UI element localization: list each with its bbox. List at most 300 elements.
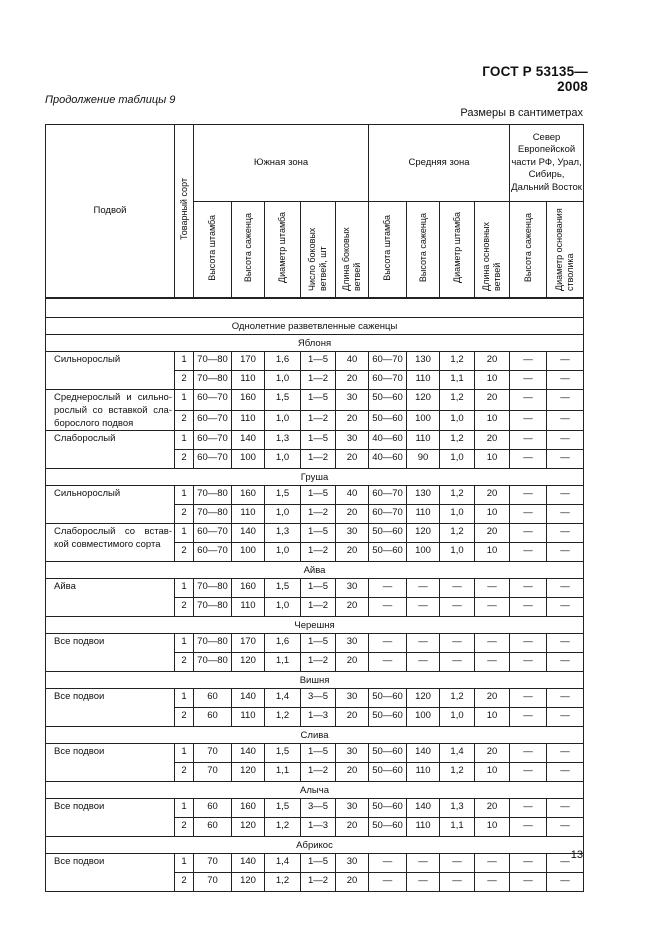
table-cell: 20 [336, 818, 369, 837]
table-cell: 30 [336, 744, 369, 763]
table-cell: 1,0 [440, 505, 475, 524]
table-row [46, 579, 584, 598]
rootstock-cell: Слаборослый [46, 431, 175, 469]
standard-number: ГОСТ Р 53135—2008 [482, 64, 588, 94]
table-cell: 1—2 [301, 598, 336, 617]
table-cell: 1,6 [265, 352, 301, 371]
table-cell: 1,0 [265, 410, 301, 431]
table-cell: 30 [336, 390, 369, 411]
table-cell: 160 [232, 390, 265, 411]
table-cell: 20 [475, 352, 510, 371]
table-cell: 110 [232, 708, 265, 727]
table-row [46, 689, 584, 708]
table-cell: 2 [175, 371, 194, 390]
table-cell: 20 [475, 799, 510, 818]
table-cell: — [510, 708, 547, 727]
table-cell: 50—60 [369, 744, 407, 763]
table-cell: 110 [232, 371, 265, 390]
table-cell: — [510, 450, 547, 469]
table-cell: 1,5 [265, 744, 301, 763]
table-cell: 20 [336, 450, 369, 469]
table-cell: 1—5 [301, 744, 336, 763]
table-cell: 1,2 [440, 763, 475, 782]
table-cell: 50—60 [369, 410, 407, 431]
table-cell: — [475, 854, 510, 873]
table-cell: 50—60 [369, 689, 407, 708]
table-cell: 1 [175, 579, 194, 598]
table-row [46, 352, 584, 371]
table-cell: — [407, 653, 440, 672]
table-cell: — [547, 854, 584, 873]
table-cell: 70—80 [194, 352, 232, 371]
fruit-heading: Абрикос [46, 837, 584, 854]
table-cell: 1,4 [265, 854, 301, 873]
table-cell: 60—70 [194, 410, 232, 431]
header-grade: Товарный сорт [175, 125, 194, 299]
table-cell: — [547, 579, 584, 598]
table-cell: — [510, 431, 547, 450]
table-cell: 60—70 [194, 390, 232, 411]
table-cell: 10 [475, 543, 510, 562]
table-cell: 3—5 [301, 799, 336, 818]
table-row [46, 486, 584, 505]
table-cell: 120 [407, 524, 440, 543]
table-cell: — [547, 410, 584, 431]
fruit-heading: Яблоня [46, 335, 584, 352]
table-cell: — [547, 763, 584, 782]
table-cell: 10 [475, 505, 510, 524]
rootstock-cell: Все подвои [46, 689, 175, 727]
table-cell: 50—60 [369, 799, 407, 818]
fruit-heading: Алыча [46, 782, 584, 799]
table-cell: 1—5 [301, 352, 336, 371]
table-cell: 1,0 [440, 543, 475, 562]
table-cell: — [547, 390, 584, 411]
header-north-base-diameter: Диаметр основания стволика [547, 202, 584, 299]
table-row [46, 524, 584, 543]
table-cell: 10 [475, 763, 510, 782]
header-middle-stem-height: Высота штамба [369, 202, 407, 299]
table-cell: 60 [194, 689, 232, 708]
table-cell: 1,0 [440, 410, 475, 431]
rootstock-cell: Слаборослый со встав-кой совместимого сорта [46, 524, 175, 562]
table-cell: 1 [175, 390, 194, 411]
table-cell: 170 [232, 634, 265, 653]
table-cell: 160 [232, 486, 265, 505]
units-note: Размеры в сантиметрах [460, 107, 583, 119]
table-cell: 30 [336, 634, 369, 653]
table-cell: 1,0 [265, 598, 301, 617]
table-cell: 60—70 [369, 505, 407, 524]
header-south-stem-diameter: Диаметр штамба [265, 202, 301, 299]
table-cell: 100 [407, 543, 440, 562]
rootstock-cell: Сильнорослый [46, 486, 175, 524]
table-cell: — [440, 598, 475, 617]
rootstock-cell: Айва [46, 579, 175, 617]
table-cell: — [547, 873, 584, 892]
table-cell: 20 [336, 598, 369, 617]
table-cell: — [475, 579, 510, 598]
table-cell: 90 [407, 450, 440, 469]
table-cell: — [547, 634, 584, 653]
page-number: 13 [570, 849, 583, 861]
table-row [46, 744, 584, 763]
table-cell: 120 [232, 763, 265, 782]
table-cell: 1—5 [301, 854, 336, 873]
table-cell: 1,0 [440, 708, 475, 727]
table-cell: 140 [407, 744, 440, 763]
table-cell: 1,6 [265, 634, 301, 653]
table-cell: 60 [194, 799, 232, 818]
table-cell: 10 [475, 450, 510, 469]
header-south-branch-count: Число боковых ветвей, шт [301, 202, 336, 299]
table-cell: 1—2 [301, 450, 336, 469]
table-cell: 20 [475, 744, 510, 763]
table-cell: — [547, 450, 584, 469]
table-cell: 1,2 [265, 708, 301, 727]
table-cell: — [547, 708, 584, 727]
table-cell: 140 [232, 431, 265, 450]
table-cell: 2 [175, 410, 194, 431]
table-cell: 10 [475, 818, 510, 837]
table-cell: 70 [194, 763, 232, 782]
table-cell: 1,2 [265, 818, 301, 837]
table-cell: — [440, 873, 475, 892]
table-row [46, 390, 584, 411]
table-cell: — [547, 431, 584, 450]
table-cell: 2 [175, 763, 194, 782]
table-cell: — [510, 598, 547, 617]
table-cell: 1—5 [301, 579, 336, 598]
table-cell: 110 [407, 505, 440, 524]
table-cell: 1—3 [301, 818, 336, 837]
table-cell: 1—2 [301, 371, 336, 390]
table-cell: 2 [175, 873, 194, 892]
table-cell: 50—60 [369, 763, 407, 782]
table-cell: — [547, 486, 584, 505]
table-cell: 20 [336, 410, 369, 431]
table-cell: — [510, 543, 547, 562]
table-cell: 1,2 [440, 486, 475, 505]
table-cell: 110 [232, 410, 265, 431]
table-cell: 1—5 [301, 634, 336, 653]
table-cell: — [369, 579, 407, 598]
table-cell: 1 [175, 486, 194, 505]
table-cell: 60—70 [194, 431, 232, 450]
table-cell: 20 [336, 708, 369, 727]
table-cell: 100 [232, 543, 265, 562]
table-cell: 1 [175, 634, 194, 653]
table-cell: 1,5 [265, 390, 301, 411]
table-cell: 2 [175, 450, 194, 469]
table-cell: — [407, 854, 440, 873]
table-cell: 1—2 [301, 543, 336, 562]
table-cell: 30 [336, 524, 369, 543]
header-middle-branch-length: Длина основных ветвей [475, 202, 510, 299]
table-cell: 70—80 [194, 505, 232, 524]
table-cell: — [369, 854, 407, 873]
table-cell: 60—70 [194, 524, 232, 543]
table-cell: 130 [407, 486, 440, 505]
table-cell: 1,0 [440, 450, 475, 469]
table-cell: — [510, 744, 547, 763]
table-cell: 1 [175, 744, 194, 763]
table-cell: 120 [232, 818, 265, 837]
table-cell: — [475, 873, 510, 892]
table-cell: — [510, 799, 547, 818]
table-row [46, 854, 584, 873]
table-cell: 50—60 [369, 390, 407, 411]
header-north-seedling-height: Высота саженца [510, 202, 547, 299]
table-cell: 20 [336, 543, 369, 562]
fruit-heading: Айва [46, 562, 584, 579]
table-cell: 20 [336, 763, 369, 782]
table-cell: 3—5 [301, 689, 336, 708]
table-cell: — [407, 598, 440, 617]
table-cell: 70—80 [194, 634, 232, 653]
table-cell: — [510, 486, 547, 505]
table-cell: 1,4 [265, 689, 301, 708]
fruit-heading: Груша [46, 469, 584, 486]
table-cell: 30 [336, 431, 369, 450]
table-cell: 1,4 [440, 744, 475, 763]
table-cell: 100 [407, 708, 440, 727]
table-row [46, 634, 584, 653]
table-cell: — [475, 653, 510, 672]
table-cell: 100 [232, 450, 265, 469]
table-cell: 2 [175, 818, 194, 837]
table-cell: 170 [232, 352, 265, 371]
table-cell: 1,2 [265, 873, 301, 892]
table-cell: 60 [194, 818, 232, 837]
table-cell: 120 [232, 653, 265, 672]
table-cell: — [440, 634, 475, 653]
table-cell: 20 [475, 486, 510, 505]
table-cell: 1,0 [265, 371, 301, 390]
table-cell: 100 [407, 410, 440, 431]
table-cell: 30 [336, 854, 369, 873]
table-cell: — [547, 543, 584, 562]
table-cell: — [547, 818, 584, 837]
table-cell: 20 [475, 431, 510, 450]
table-cell: — [510, 524, 547, 543]
table-cell: 1,2 [440, 524, 475, 543]
table-cell: 1,3 [265, 431, 301, 450]
table-cell: 1,5 [265, 579, 301, 598]
table-cell: 1 [175, 854, 194, 873]
table-cell: — [547, 653, 584, 672]
table-cell: 120 [407, 390, 440, 411]
table-cell: 1,5 [265, 799, 301, 818]
table-cell: — [547, 352, 584, 371]
table-cell: 140 [232, 854, 265, 873]
header-rootstock: Подвой [46, 125, 175, 299]
table-row [46, 431, 584, 450]
rootstock-cell: Все подвои [46, 854, 175, 892]
table-cell: — [547, 505, 584, 524]
table-cell: 50—60 [369, 818, 407, 837]
table-cell: 20 [336, 873, 369, 892]
table-cell: — [510, 579, 547, 598]
table-cell: 60—70 [369, 371, 407, 390]
table-cell: — [547, 371, 584, 390]
table-cell: — [510, 390, 547, 411]
fruit-heading: Вишня [46, 672, 584, 689]
table-cell: 70—80 [194, 598, 232, 617]
table-cell: 1,2 [440, 689, 475, 708]
table-cell: — [510, 371, 547, 390]
table-cell: 1—5 [301, 390, 336, 411]
table-cell: 140 [232, 524, 265, 543]
table-cell: 1,0 [265, 505, 301, 524]
table-continuation-label: Продолжение таблицы 9 [45, 94, 176, 106]
table-cell: 60—70 [194, 543, 232, 562]
header-middle-stem-diameter: Диаметр штамба [440, 202, 475, 299]
table-cell: 1—2 [301, 653, 336, 672]
table-cell: 110 [232, 505, 265, 524]
table-cell: 40—60 [369, 450, 407, 469]
table-cell: 1—5 [301, 524, 336, 543]
table-cell: 20 [475, 390, 510, 411]
table-cell: — [407, 873, 440, 892]
table-cell: 60—70 [194, 450, 232, 469]
table-cell: 1,2 [440, 390, 475, 411]
fruit-heading: Слива [46, 727, 584, 744]
table-cell: 110 [407, 818, 440, 837]
table-cell: 20 [336, 653, 369, 672]
table-cell: 1,3 [265, 524, 301, 543]
table-cell: 130 [407, 352, 440, 371]
table-cell: 30 [336, 799, 369, 818]
fruit-heading: Черешня [46, 617, 584, 634]
table-cell: 140 [407, 799, 440, 818]
table-cell: — [547, 524, 584, 543]
table-header [46, 125, 584, 299]
table-cell: 70 [194, 873, 232, 892]
table-cell: — [547, 744, 584, 763]
table-cell: — [369, 634, 407, 653]
table-cell: 20 [336, 505, 369, 524]
table-cell: 60—70 [369, 486, 407, 505]
table-cell: — [510, 763, 547, 782]
table-cell: — [510, 818, 547, 837]
table-cell: 1—3 [301, 708, 336, 727]
table-cell: 1—5 [301, 486, 336, 505]
table-cell: 2 [175, 543, 194, 562]
table-cell: 1 [175, 352, 194, 371]
table-cell: 1,1 [265, 653, 301, 672]
table-cell: — [510, 505, 547, 524]
table-cell: 40—60 [369, 431, 407, 450]
table-cell: 110 [407, 371, 440, 390]
table-cell: 10 [475, 410, 510, 431]
table-cell: — [369, 598, 407, 617]
table-cell: 1 [175, 524, 194, 543]
rootstock-cell: Все подвои [46, 799, 175, 837]
table-cell: — [510, 689, 547, 708]
table-cell: — [369, 653, 407, 672]
table-cell: 1—2 [301, 410, 336, 431]
table-cell: — [475, 598, 510, 617]
table-cell: 110 [407, 763, 440, 782]
table-cell: 50—60 [369, 708, 407, 727]
table-cell: 1—2 [301, 505, 336, 524]
table-cell: — [407, 579, 440, 598]
table-cell: — [510, 352, 547, 371]
table-cell: 10 [475, 708, 510, 727]
table-cell: 70 [194, 744, 232, 763]
table-cell: 50—60 [369, 543, 407, 562]
table-cell: — [440, 854, 475, 873]
table-cell: 120 [232, 873, 265, 892]
table-body [46, 298, 584, 892]
table-cell: 1 [175, 431, 194, 450]
header-zone-north: Север Европейской части РФ, Урал, Сибирь, Дальний Восток [510, 125, 584, 202]
table-cell: — [547, 598, 584, 617]
table-cell: — [440, 653, 475, 672]
table-cell: 70—80 [194, 371, 232, 390]
table-cell: 2 [175, 505, 194, 524]
table-cell: — [510, 634, 547, 653]
table-cell: 1—2 [301, 873, 336, 892]
table-cell: 1,1 [440, 371, 475, 390]
table-cell: — [369, 873, 407, 892]
table-cell: 10 [475, 371, 510, 390]
table-cell: 120 [407, 689, 440, 708]
table-cell: 160 [232, 799, 265, 818]
rootstock-cell: Сильнорослый [46, 352, 175, 390]
table-cell: — [547, 689, 584, 708]
header-south-stem-height: Высота штамба [194, 202, 232, 299]
table-cell: 1 [175, 689, 194, 708]
table-cell: 1 [175, 799, 194, 818]
table-cell: 1,1 [440, 818, 475, 837]
table-cell: 50—60 [369, 524, 407, 543]
header-zone-middle: Средняя зона [369, 125, 510, 202]
table-cell: 1,5 [265, 486, 301, 505]
rootstock-cell: Все подвои [46, 634, 175, 672]
table-cell: 2 [175, 708, 194, 727]
table-cell: 20 [475, 524, 510, 543]
table-cell: 160 [232, 579, 265, 598]
table-cell: 1—5 [301, 431, 336, 450]
table-cell: 2 [175, 653, 194, 672]
table-cell: 140 [232, 744, 265, 763]
header-middle-seedling-height: Высота саженца [407, 202, 440, 299]
table-cell: — [510, 653, 547, 672]
table-cell: 30 [336, 579, 369, 598]
table-cell: 70—80 [194, 486, 232, 505]
table-cell: 1,0 [265, 543, 301, 562]
table-cell: — [547, 799, 584, 818]
table-cell: 1,2 [440, 431, 475, 450]
table-cell: 1,3 [440, 799, 475, 818]
table-cell: 40 [336, 352, 369, 371]
header-south-seedling-height: Высота саженца [232, 202, 265, 299]
table-cell: 70—80 [194, 653, 232, 672]
rootstock-cell: Все подвои [46, 744, 175, 782]
table-cell: 1—2 [301, 763, 336, 782]
table-cell: 70 [194, 854, 232, 873]
table-cell: — [407, 634, 440, 653]
header-south-branch-length: Длина боковых ветвей [336, 202, 369, 299]
rootstock-table [45, 124, 584, 892]
table-cell: 70—80 [194, 579, 232, 598]
table-cell: 40 [336, 486, 369, 505]
table-cell: 20 [475, 689, 510, 708]
table-cell: 2 [175, 598, 194, 617]
table-cell: 1,1 [265, 763, 301, 782]
